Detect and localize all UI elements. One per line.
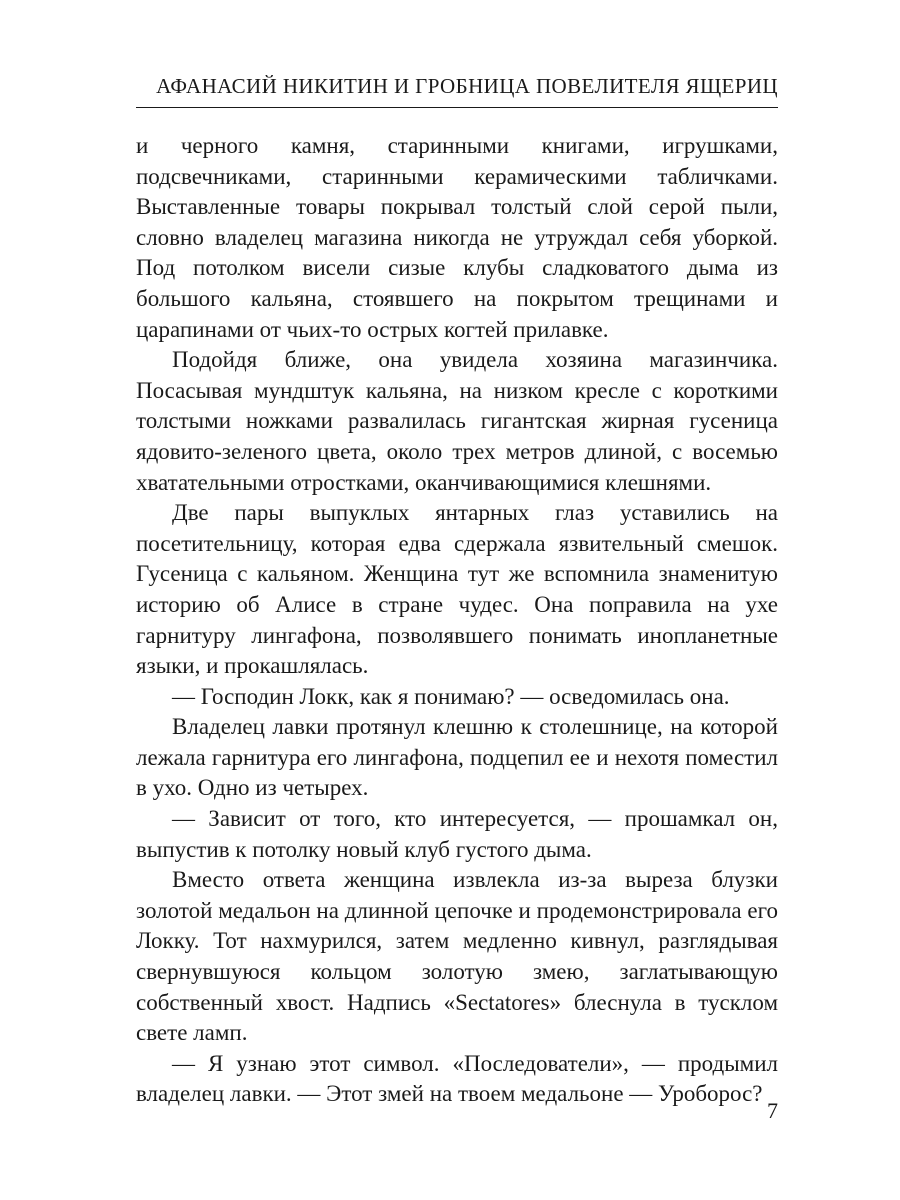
paragraph: Вместо ответа женщина извлекла из-за выреза блузки золотой медальон на длинной цепочке и продемонстрировала его Локку. Тот нахмурился, затем медленно кивнул, разглядывая свернувшуюся кольцом золотую змею, заглатывающую собственный хвост. Надпись «Sectatores» блеснула в тусклом свете ламп. (136, 867, 778, 1046)
page-number: 7 (767, 1098, 778, 1123)
paragraph: и черного камня, старинными книгами, игрушками, подсвечниками, старинными керамическими табличками. Выставленные товары покрывал толстый слой серой пыли, словно владелец магазина никогда не утруждал себя уборкой. Под потолком висели сизые клубы сладковатого дыма из большого кальяна, стоявшего на покрытом трещинами и царапинами от чьих-то острых когтей прилавке. (136, 133, 778, 342)
header-rule (136, 107, 778, 108)
paragraph: Владелец лавки протянул клешню к столешнице, на которой лежала гарнитура его лингафона, подцепил ее и нехотя поместил в ухо. Одно из четырех. (136, 714, 778, 801)
body-text (136, 131, 778, 1110)
paragraph: Подойдя ближе, она увидела хозяина магазинчика. Посасывая мундштук кальяна, на низком кресле с короткими толстыми ножками развалилась гигантская жирная гусеница ядовито-зеленого цвета, около трех метров длиной, с восемью хватательными отростками, оканчивающимися клешнями. (136, 347, 778, 495)
paragraph: Две пары выпуклых янтарных глаз уставились на посетительницу, которая едва сдержала язвительный смешок. Гусеница с кальяном. Женщина тут же вспомнила знаменитую историю об Алисе в стране чудес. Она поправила на ухе гарнитуру лингафона, позволявшего понимать инопланетные языки, и прокашлялась. (136, 500, 778, 679)
dialogue-line: — Я узнаю этот символ. «Последователи», — продымил владелец лавки. — Этот змей на твоем медальоне — Уроборос? (136, 1050, 778, 1107)
running-head-title: АФАНАСИЙ НИКИТИН И ГРОБНИЦА ПОВЕЛИТЕЛЯ ЯЩЕРИЦ (156, 74, 778, 98)
dialogue-line: — Зависит от того, кто интересуется, — прошамкал он, выпустив к потолку новый клуб густого дыма. (136, 806, 778, 862)
dialogue-line: — Господин Локк, как я понимаю? — осведомилась она. (172, 683, 730, 709)
